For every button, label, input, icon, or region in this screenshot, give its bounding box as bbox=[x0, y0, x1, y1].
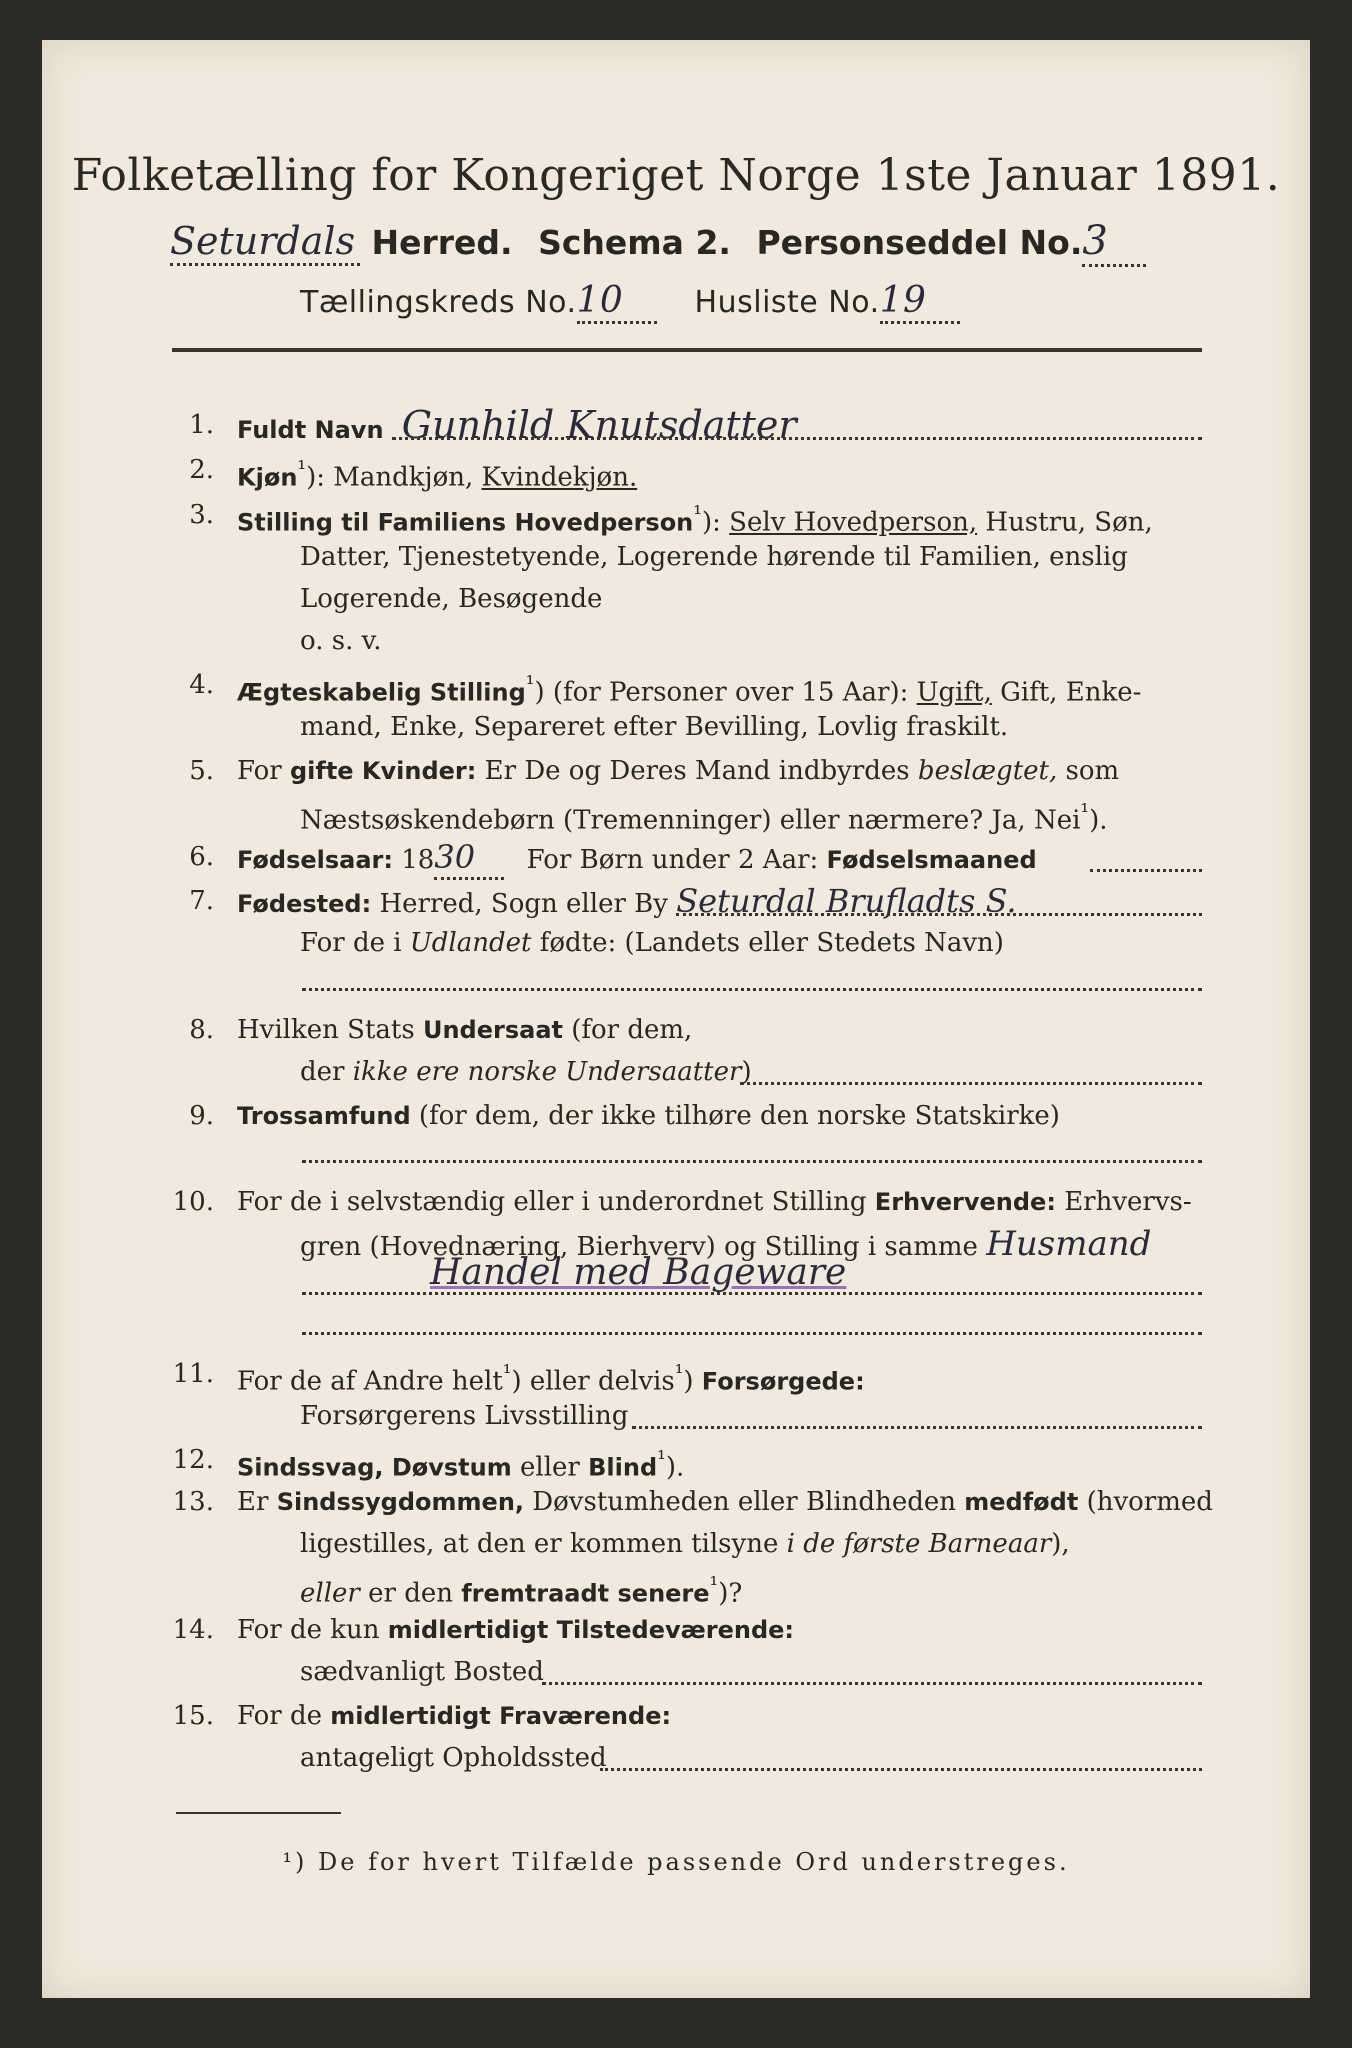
herred-label: Herred. bbox=[371, 223, 513, 262]
birthplace-fill-line bbox=[676, 913, 1202, 916]
field-13-line2-text: ligestilles, at den er kommen tilsyne i de første Barneaar), bbox=[300, 1529, 1070, 1559]
header-rule bbox=[172, 348, 1202, 352]
field-text: eller bbox=[520, 1452, 580, 1483]
field-text: For de kun bbox=[237, 1615, 380, 1645]
field-14-text bbox=[237, 1610, 1207, 1650]
field-number: 9. bbox=[189, 1101, 214, 1131]
field-text: Er De og Deres Mand indbyrdes bbox=[484, 756, 910, 786]
field-text: ikke ere norske Undersaatter bbox=[352, 1057, 742, 1087]
field-7-text bbox=[237, 881, 1207, 924]
field-6-text bbox=[237, 837, 1207, 880]
footnote-mark: ¹ bbox=[1080, 800, 1090, 825]
field-number: 5. bbox=[189, 756, 214, 786]
field-13-line3-text: eller er den fremtraadt senere$^{^1}$)? bbox=[300, 1573, 743, 1609]
kreds-line bbox=[300, 280, 1100, 324]
field-text: Logerende, Besøgende bbox=[300, 584, 603, 614]
field-label: Ægteskabelig Stilling bbox=[237, 678, 526, 707]
footnote-mark: ¹ bbox=[525, 672, 535, 697]
citizenship-fill-line bbox=[740, 1082, 1202, 1085]
field-label: Forsørgede: bbox=[701, 1367, 865, 1396]
husliste-label: Husliste No. bbox=[694, 285, 880, 320]
birthplace-value: Seturdal Brufladts S. bbox=[676, 882, 1017, 920]
field-text: Forsørgerens Livsstilling bbox=[300, 1401, 629, 1431]
year-prefix: 18 bbox=[401, 845, 435, 875]
footnote-mark: ¹ bbox=[709, 1573, 719, 1598]
field-text: Næstsøskendebørn (Tremenninger) eller nærmere? Ja, Nei bbox=[300, 805, 1081, 836]
kreds-label: Tællingskreds No. bbox=[300, 285, 577, 320]
field-text: i de første Barneaar bbox=[786, 1529, 1052, 1559]
field-text: o. s. v. bbox=[300, 626, 382, 656]
field-number: 3. bbox=[189, 500, 214, 530]
field-text: Hustru, Søn, bbox=[985, 507, 1153, 538]
field-12-text: Sindssvag, Døvstum eller Blind$^{^1}$). bbox=[237, 1447, 685, 1483]
field-text: ): bbox=[701, 507, 721, 538]
field-text: For de bbox=[237, 1701, 322, 1731]
herred-line bbox=[170, 218, 1205, 268]
field-label: Fødselsaar: bbox=[237, 846, 393, 874]
field-13-text bbox=[237, 1482, 1213, 1522]
field-number: 12. bbox=[172, 1445, 214, 1475]
field-label: Kjøn bbox=[237, 463, 298, 492]
field-label: Stilling til Familiens Hovedperson bbox=[237, 508, 694, 537]
field-number: 13. bbox=[172, 1487, 214, 1517]
provider-fill-line bbox=[632, 1426, 1202, 1429]
footnote-mark: ¹ bbox=[674, 1361, 684, 1386]
field-text: Udlandet bbox=[409, 928, 532, 958]
field-text: fødte: (Landets eller Stedets Navn) bbox=[539, 928, 1004, 958]
footnote-mark: ¹ bbox=[657, 1447, 666, 1472]
birth-month-fill-line bbox=[1090, 869, 1202, 872]
occupation-fill-line-2 bbox=[302, 1332, 1202, 1335]
field-text: For de i selvstændig eller i underordnet Stilling bbox=[237, 1187, 867, 1217]
form-title: Folketælling for Kongeriget Norge 1ste Januar 1891. bbox=[71, 150, 1281, 201]
field-text: For de af Andre helt bbox=[237, 1366, 503, 1397]
field-number: 6. bbox=[189, 842, 214, 872]
field-text: For Børn under 2 Aar: bbox=[526, 845, 819, 875]
field-text: Datter, Tjenestetyende, Logerende hørende til Familien, enslig bbox=[300, 542, 1128, 572]
field-label: midlertidigt Tilstedeværende: bbox=[387, 1616, 795, 1644]
field-text: Døvstumheden eller Blindheden bbox=[532, 1487, 956, 1517]
field-number: 14. bbox=[172, 1615, 214, 1645]
field-text: antageligt Opholdssted bbox=[300, 1743, 607, 1773]
field-8-line2-text: der ikke ere norske Undersaatter) bbox=[300, 1057, 752, 1087]
field-text: er den bbox=[368, 1578, 453, 1609]
field-text: mand, Enke, Separeret efter Bevilling, Lovlig fraskilt. bbox=[300, 712, 1009, 742]
herred-handwritten: Seturdals bbox=[170, 219, 360, 266]
name-fill-line bbox=[392, 437, 1202, 440]
field-number: 4. bbox=[189, 670, 214, 700]
field-text: Herred, Sogn eller By bbox=[379, 889, 668, 919]
field-text: som bbox=[1065, 756, 1120, 786]
field-label: Fødested: bbox=[237, 890, 372, 918]
field-number: 1. bbox=[189, 410, 214, 440]
field-5-line2-text: Næstsøskendebørn (Tremenninger) eller nærmere? Ja, Nei$^{^1}$). bbox=[300, 800, 1108, 836]
field-text: ) eller delvis bbox=[511, 1366, 675, 1397]
birth-year-value: 30 bbox=[434, 837, 504, 880]
field-number: 2. bbox=[189, 455, 214, 485]
field-2-text bbox=[237, 450, 1207, 498]
field-text: ) (for Personer over 15 Aar): bbox=[534, 677, 909, 708]
field-text: der bbox=[300, 1057, 345, 1087]
religion-fill-line bbox=[302, 1160, 1202, 1163]
field-label: midlertidigt Fraværende: bbox=[330, 1702, 672, 1730]
selected-option: Selv Hovedperson, bbox=[729, 507, 978, 538]
field-label: Sindssygdommen, bbox=[276, 1488, 525, 1516]
field-9-text bbox=[237, 1096, 1207, 1136]
field-text: Er bbox=[237, 1487, 269, 1517]
schema-label: Schema 2. bbox=[538, 223, 731, 262]
selected-option: Ugift, bbox=[916, 677, 992, 708]
field-number: 10. bbox=[172, 1187, 214, 1217]
footnote-mark: ¹ bbox=[297, 457, 307, 482]
field-text: (for dem, der ikke tilhøre den norske Statskirke) bbox=[418, 1101, 1060, 1131]
name-value: Gunhild Knutsdatter bbox=[401, 403, 797, 447]
field-text: Hvilken Stats bbox=[237, 1015, 415, 1045]
field-4-text bbox=[237, 665, 1207, 713]
field-text: Erhvervs- bbox=[1064, 1187, 1192, 1217]
field-8-text bbox=[237, 1010, 1207, 1050]
field-3-text bbox=[237, 495, 1207, 543]
field-text: For bbox=[237, 756, 282, 786]
field-5-text bbox=[237, 751, 1207, 791]
personseddel-number: 3 bbox=[1082, 218, 1146, 267]
field-label: gifte Kvinder: bbox=[289, 757, 477, 785]
footnote-rule bbox=[176, 1812, 341, 1814]
field-label: medfødt bbox=[964, 1488, 1079, 1516]
field-text: (for dem, bbox=[571, 1015, 693, 1045]
field-text: ): Mandkjøn, bbox=[306, 462, 474, 493]
footnote: ¹) De for hvert Tilfælde passende Ord understreges. bbox=[282, 1848, 1070, 1876]
field-label: Erhvervende: bbox=[874, 1188, 1056, 1216]
field-label: Undersaat bbox=[422, 1016, 563, 1044]
field-7-line2-text bbox=[300, 923, 1207, 963]
field-10-text bbox=[237, 1182, 1207, 1222]
footnote-mark: ¹ bbox=[693, 502, 702, 527]
husliste-number: 19 bbox=[880, 280, 960, 324]
field-text: beslægtet, bbox=[917, 756, 1058, 786]
field-text: (hvormed bbox=[1086, 1487, 1213, 1517]
field-text: For de i bbox=[300, 928, 402, 958]
occupation-value-2: Handel med Bageware bbox=[430, 1252, 847, 1293]
foreign-birthplace-fill-line bbox=[302, 988, 1202, 991]
field-label: Sindssvag, Døvstum bbox=[237, 1453, 512, 1482]
field-15-text bbox=[237, 1696, 1207, 1736]
field-number: 11. bbox=[172, 1359, 214, 1389]
field-number: 15. bbox=[172, 1701, 214, 1731]
field-text: eller bbox=[300, 1578, 360, 1609]
field-text: gren (Hovednæring, Bierhverv) og Stilling i samme bbox=[300, 1232, 978, 1262]
residence-fill-line bbox=[542, 1682, 1202, 1685]
selected-option: Kvindekjøn. bbox=[481, 462, 638, 493]
kreds-number: 10 bbox=[577, 280, 657, 324]
field-label: Fuldt Navn bbox=[237, 416, 384, 444]
field-number: 7. bbox=[189, 886, 214, 916]
field-text: Gift, Enke- bbox=[1000, 677, 1142, 708]
field-label: Fødselsmaaned bbox=[826, 846, 1037, 874]
abode-fill-line bbox=[600, 1768, 1202, 1771]
field-label: Trossamfund bbox=[237, 1102, 411, 1130]
field-label: Blind bbox=[588, 1453, 658, 1482]
field-1-text bbox=[237, 405, 1207, 450]
field-text: sædvanligt Bosted bbox=[300, 1657, 544, 1687]
occupation-value-1: Husmand bbox=[986, 1224, 1152, 1264]
personseddel-label: Personseddel No. bbox=[756, 223, 1083, 262]
field-number: 8. bbox=[189, 1015, 214, 1045]
field-11-text: For de af Andre helt$^{^1}$) eller delvis$^{^1}$) Forsørgede: bbox=[237, 1361, 865, 1397]
field-text: ligestilles, at den er kommen tilsyne bbox=[300, 1529, 779, 1559]
footnote-mark: ¹ bbox=[502, 1361, 512, 1386]
field-label: fremtraadt senere bbox=[461, 1579, 710, 1608]
